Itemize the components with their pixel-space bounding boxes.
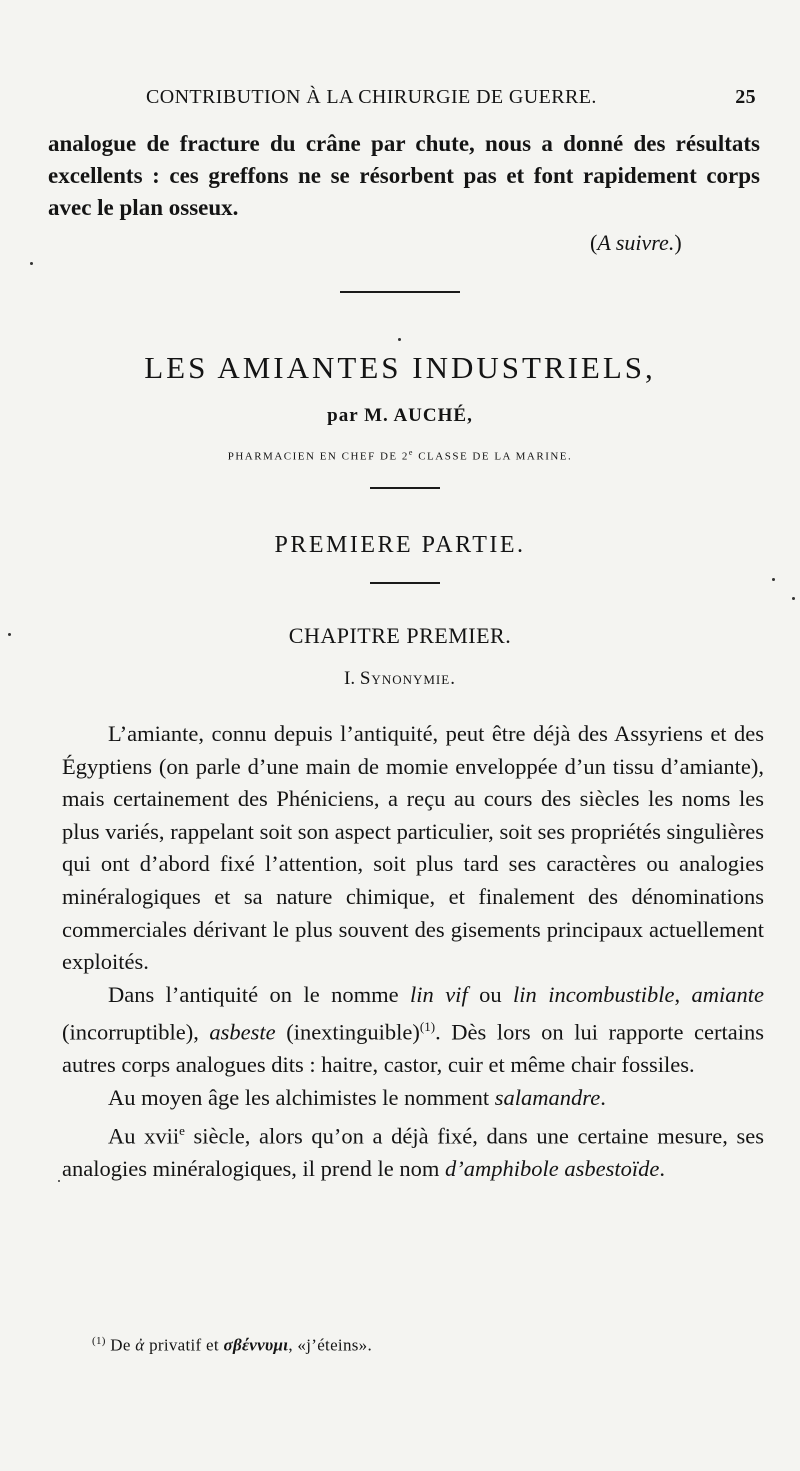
footnote	[92, 1335, 752, 1356]
body-paragraph-4	[62, 1115, 764, 1186]
article-separator-rule	[340, 291, 460, 293]
author-role: PHARMACIEN EN CHEF DE 2e CLASSE DE LA MARINE.	[227, 448, 573, 463]
part-heading: PREMIERE PARTIE.	[274, 532, 526, 558]
part-rule	[370, 582, 440, 584]
text-run: ,	[674, 981, 692, 1007]
text-run: .	[659, 1155, 665, 1181]
ink-speck	[30, 262, 33, 265]
body-paragraph-1: L’amiante, connu depuis l’antiquité, peut être déjà des Assyriens et des Égyptiens (on parle d’une main de momie enveloppée d’un tissu d’amiante), mais certainement des Phéniciens, a reçu au cours des siècles les noms les plus variés, rappelant soit son aspect particulier, soit ses propriétés singulières qui ont d’abord fixé l’attention, soit plus tard ses caractères ou analogies minéralogiques et sa nature chimique, et finalement des dénominations commerciales dérivant le plus souvent des gisements principaux actuellement exploités.	[62, 721, 764, 975]
footnote-greek-word: σβέννυμι	[223, 1335, 289, 1355]
term-salamandre: salamandre	[494, 1085, 601, 1111]
body-paragraph-2	[62, 979, 764, 1082]
text-run: ou	[467, 981, 514, 1007]
term-asbeste: asbeste	[209, 1019, 276, 1045]
chapter-heading: CHAPITRE PREMIER.	[288, 623, 512, 648]
to-be-continued-text: A suivre.	[597, 230, 675, 255]
footnote-text: privatif et	[144, 1335, 224, 1355]
ink-speck	[398, 338, 401, 341]
text-run: Au moyen âge les alchimistes le nomment	[108, 1085, 495, 1111]
century-superscript: e	[179, 1122, 185, 1138]
footnote-marker: (1)	[92, 1335, 106, 1347]
text-run: Dans l’antiquité on le nomme	[108, 981, 411, 1007]
term-amiante: amiante	[691, 981, 764, 1007]
article-title: LES AMIANTES INDUSTRIELS,	[144, 350, 656, 385]
text-run: . Dès lors on lui rapporte certains autres corps analogues dits : haitre, castor, cuir et même chair fossiles.	[62, 1019, 764, 1078]
article-body	[62, 718, 764, 1185]
term-amphibole-asbestoide: d’amphibole asbestoïde	[445, 1155, 660, 1181]
footnote-text: , «j’éteins».	[288, 1335, 373, 1355]
ink-speck	[8, 633, 11, 636]
footnote-text: De	[110, 1335, 136, 1355]
footnote-reference: (1)	[419, 1019, 436, 1035]
body-paragraph-3	[62, 1082, 764, 1115]
ink-speck	[792, 597, 795, 600]
text-run: (incorruptible),	[62, 1019, 210, 1045]
title-rule	[370, 487, 440, 489]
previous-article-closing: analogue de fracture du crâne par chute, nous a donné des résultats excellents : ces greffons ne se résorbent pas et font rapidement corps avec le plan osseux.	[48, 131, 760, 221]
text-run: .	[600, 1085, 606, 1111]
footnote-greek-alpha: ἀ	[135, 1335, 145, 1355]
page-number: 25	[735, 86, 756, 108]
text-run: siècle, alors qu’on a déjà fixé, dans une certaine mesure, ses analogies minéralogiques, il prend le nom	[62, 1123, 764, 1181]
section-heading	[0, 668, 800, 690]
text-run: Au xvii	[108, 1123, 180, 1149]
ink-speck	[58, 1180, 60, 1182]
running-head-title: CONTRIBUTION À LA CHIRURGIE DE GUERRE.	[146, 86, 597, 108]
term-lin-vif: lin vif	[410, 981, 468, 1007]
text-run: (inextinguible)	[275, 1019, 420, 1045]
section-number: I.	[344, 668, 356, 689]
to-be-continued: (A suivre.)	[590, 230, 682, 255]
section-title: Synonymie.	[359, 668, 456, 689]
term-lin-incombustible: lin incombustible	[513, 981, 675, 1007]
ink-speck	[772, 578, 775, 581]
author-byline: par M. AUCHÉ,	[327, 405, 473, 426]
